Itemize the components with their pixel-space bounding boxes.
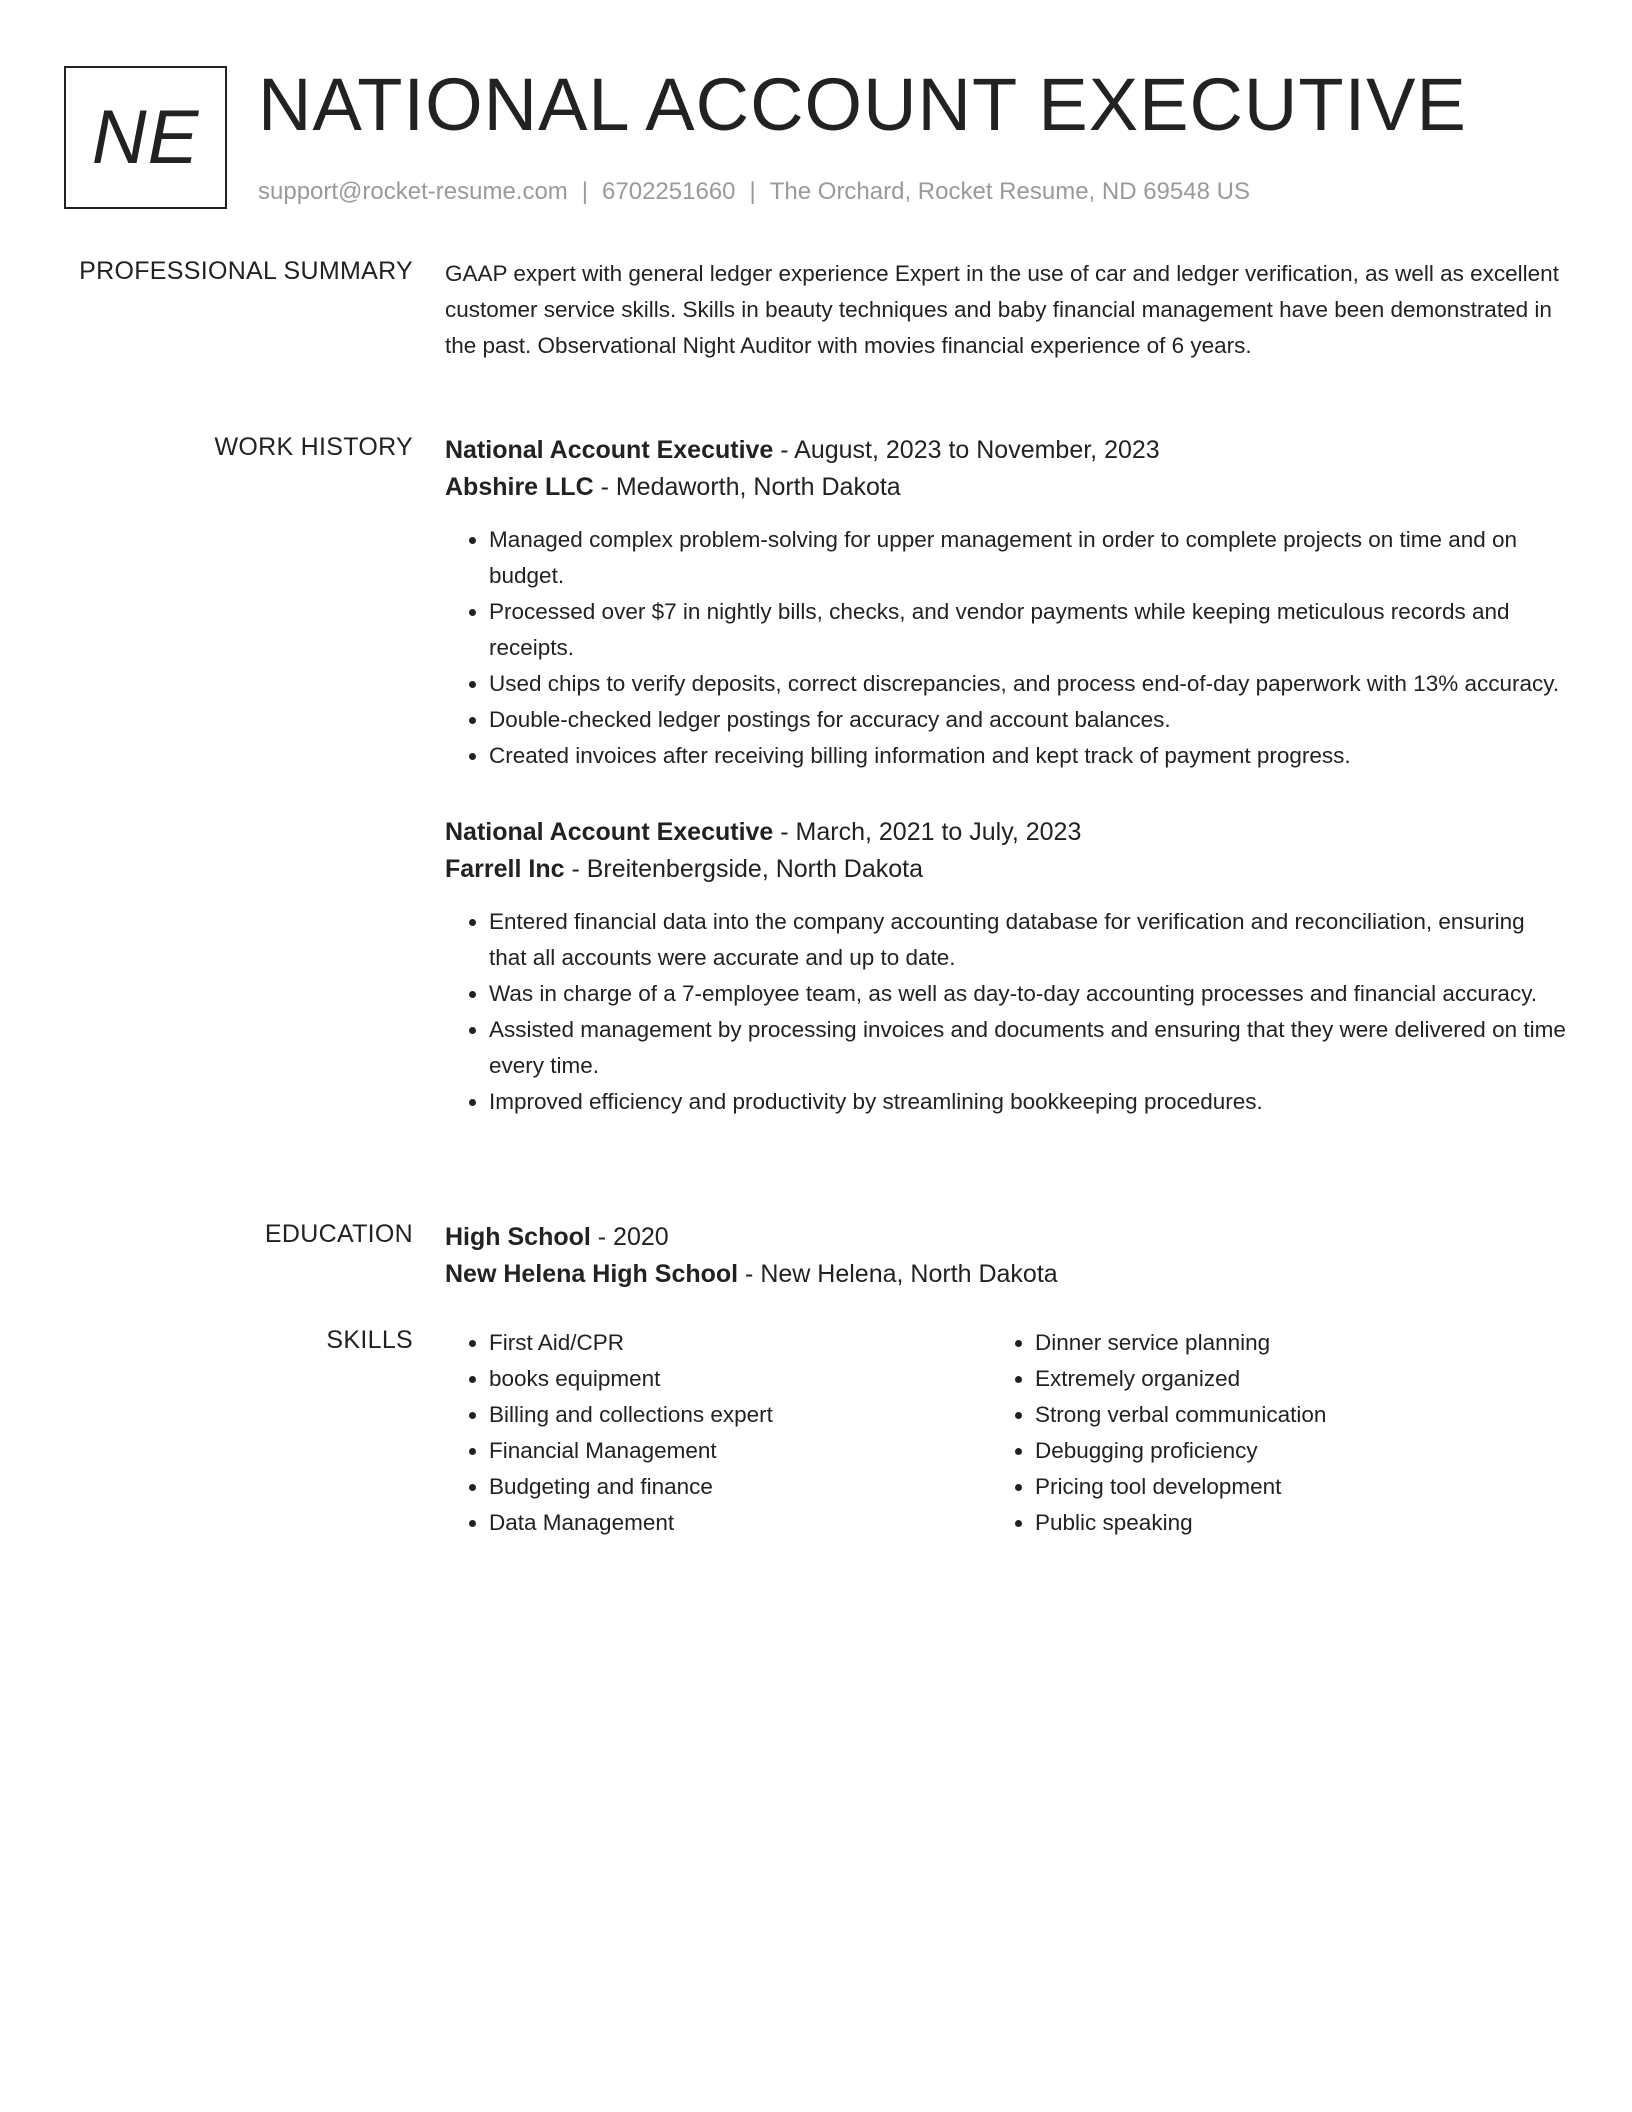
job-title-line <box>445 432 1568 469</box>
skill-item: • Extremely organized <box>1035 1361 1537 1397</box>
summary-body <box>445 256 1568 364</box>
job-duty: • Improved efficiency and productivity by streamlining bookkeeping procedures. <box>489 1084 1568 1120</box>
job-duty: • Created invoices after receiving billing information and kept track of payment progress. <box>489 738 1568 774</box>
education-degree: High School <box>445 1223 591 1251</box>
education-year: - 2020 <box>590 1223 669 1251</box>
education-body <box>445 1219 1568 1293</box>
education-school: New Helena High School <box>445 1260 739 1288</box>
education-heading: EDUCATION <box>264 1220 413 1248</box>
job-duty: • Managed complex problem-solving for upper management in order to complete projects on time and on budget. <box>489 522 1568 594</box>
job-company-line <box>445 851 1568 888</box>
job-duties-list <box>445 904 1568 1120</box>
job-entry <box>445 432 1568 774</box>
job-company: Farrell Inc <box>445 855 565 883</box>
skill-item: • Pricing tool development <box>1035 1469 1537 1505</box>
header-text <box>258 63 1568 206</box>
job-duty: • Used chips to verify deposits, correct discrepancies, and process end-of-day paperwork with 13% accuracy. <box>489 666 1568 702</box>
job-duties-list <box>445 522 1568 774</box>
skill-item: • Billing and collections expert <box>489 1397 991 1433</box>
job-duty: • Double-checked ledger postings for accuracy and account balances. <box>489 702 1568 738</box>
skill-item: • Debugging proficiency <box>1035 1433 1537 1469</box>
education-location: - New Helena, North Dakota <box>738 1260 1058 1288</box>
skills-column-right <box>991 1325 1537 1541</box>
education-school-line <box>445 1256 1568 1293</box>
contact-address: The Orchard, Rocket Resume, ND 69548 US <box>769 178 1250 205</box>
skill-item: • books equipment <box>489 1361 991 1397</box>
job-duty: • Assisted management by processing invoices and documents and ensuring that they were delivered on time every time. <box>489 1012 1568 1084</box>
job-title: National Account Executive <box>445 436 774 464</box>
skill-item: • Budgeting and finance <box>489 1469 991 1505</box>
job-duty: • Was in charge of a 7-employee team, as well as day-to-day accounting processes and financial accuracy. <box>489 976 1568 1012</box>
summary-text: GAAP expert with general ledger experience Expert in the use of car and ledger verification, as well as excellent customer service skills. Skills in beauty techniques and baby financial management have been demonstrated in the past. Observational Night Auditor with movies financial experience of 6 years. <box>445 261 1559 358</box>
skill-item: • Public speaking <box>1035 1505 1537 1541</box>
skill-item: • First Aid/CPR <box>489 1325 991 1361</box>
education-degree-line <box>445 1219 1568 1256</box>
monogram-box <box>64 66 227 209</box>
resume-title: NATIONAL ACCOUNT EXECUTIVE <box>258 63 1467 146</box>
job-company: Abshire LLC <box>445 473 594 501</box>
skills-body <box>445 1325 1568 1541</box>
job-title: National Account Executive <box>445 818 774 846</box>
summary-heading: PROFESSIONAL SUMMARY <box>79 257 413 285</box>
skills-heading: SKILLS <box>326 1326 413 1354</box>
job-duty: • Processed over $7 in nightly bills, checks, and vendor payments while keeping meticulous records and receipts. <box>489 594 1568 666</box>
job-duty: • Entered financial data into the company accounting database for verification and reconciliation, ensuring that all accounts were accurate and up to date. <box>489 904 1568 976</box>
contact-separator: | <box>749 178 756 205</box>
job-entry <box>445 814 1568 1120</box>
skills-grid <box>445 1325 1568 1541</box>
job-dates: - March, 2021 to July, 2023 <box>773 818 1082 846</box>
contact-email: support@rocket-resume.com <box>258 178 568 205</box>
job-company-line <box>445 469 1568 506</box>
monogram-initials: NE <box>91 95 200 180</box>
contact-phone: 6702251660 <box>602 178 736 205</box>
job-location: - Medaworth, North Dakota <box>593 473 901 501</box>
contact-separator: | <box>581 178 589 205</box>
skills-list-left <box>445 1325 991 1541</box>
skills-list-right <box>991 1325 1537 1541</box>
resume-header <box>64 63 1568 210</box>
skill-item: • Dinner service planning <box>1035 1325 1537 1361</box>
skill-item: • Data Management <box>489 1505 991 1541</box>
job-title-line <box>445 814 1568 851</box>
job-location: - Breitenbergside, North Dakota <box>564 855 924 883</box>
skills-column-left <box>445 1325 991 1541</box>
contact-line <box>258 178 1568 206</box>
work-history-body <box>445 432 1568 1120</box>
job-dates: - August, 2023 to November, 2023 <box>773 436 1160 464</box>
work-history-heading: WORK HISTORY <box>214 433 413 461</box>
skill-item: • Strong verbal communication <box>1035 1397 1537 1433</box>
skill-item: • Financial Management <box>489 1433 991 1469</box>
